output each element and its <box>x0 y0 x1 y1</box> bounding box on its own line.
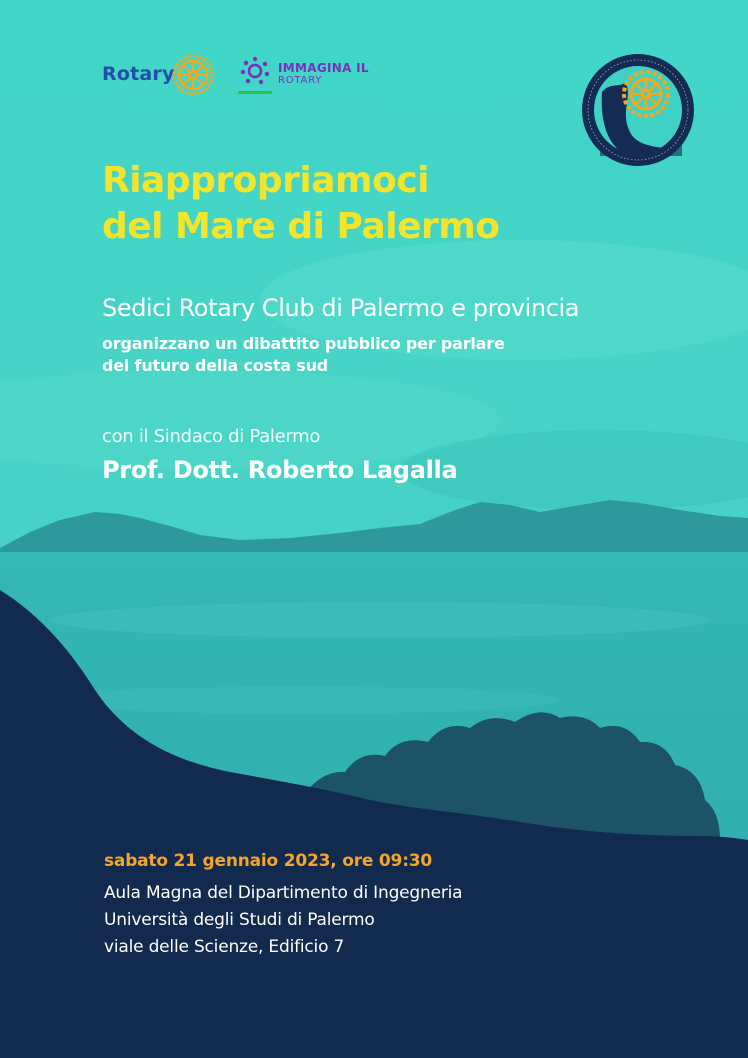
venue-line-1: Aula Magna del Dipartimento di Ingegneria <box>104 883 463 903</box>
subtitle-description-line-2: del futuro della costa sud <box>102 356 329 375</box>
title-line-1: Riappropriamoci <box>102 160 429 201</box>
page-title <box>102 158 500 250</box>
venue-line-3: viale delle Scienze, Edificio 7 <box>104 937 345 957</box>
guest-name: Prof. Dott. Roberto Lagalla <box>102 456 458 484</box>
venue-line-2: Università degli Studi di Palermo <box>104 910 375 930</box>
imagine-rotary-icon <box>238 54 272 96</box>
title-line-2: del Mare di Palermo <box>102 206 500 247</box>
rotary-wheel-icon <box>172 54 214 96</box>
rotary-badge-icon <box>580 52 696 168</box>
subtitle-description <box>102 333 505 377</box>
guest-intro: con il Sindaco di Palermo <box>102 426 321 447</box>
event-datetime: sabato 21 gennaio 2023, ore 09:30 <box>104 851 433 871</box>
rotary-logo-text: Rotary <box>102 63 175 85</box>
event-venue <box>104 880 462 961</box>
subtitle-organizers: Sedici Rotary Club di Palermo e provincia <box>102 294 580 322</box>
imagine-rotary-line1: IMMAGINA IL <box>278 61 369 75</box>
subtitle-description-line-1: organizzano un dibattito pubblico per parlare <box>102 334 505 353</box>
imagine-rotary-line2: ROTARY <box>278 75 323 86</box>
